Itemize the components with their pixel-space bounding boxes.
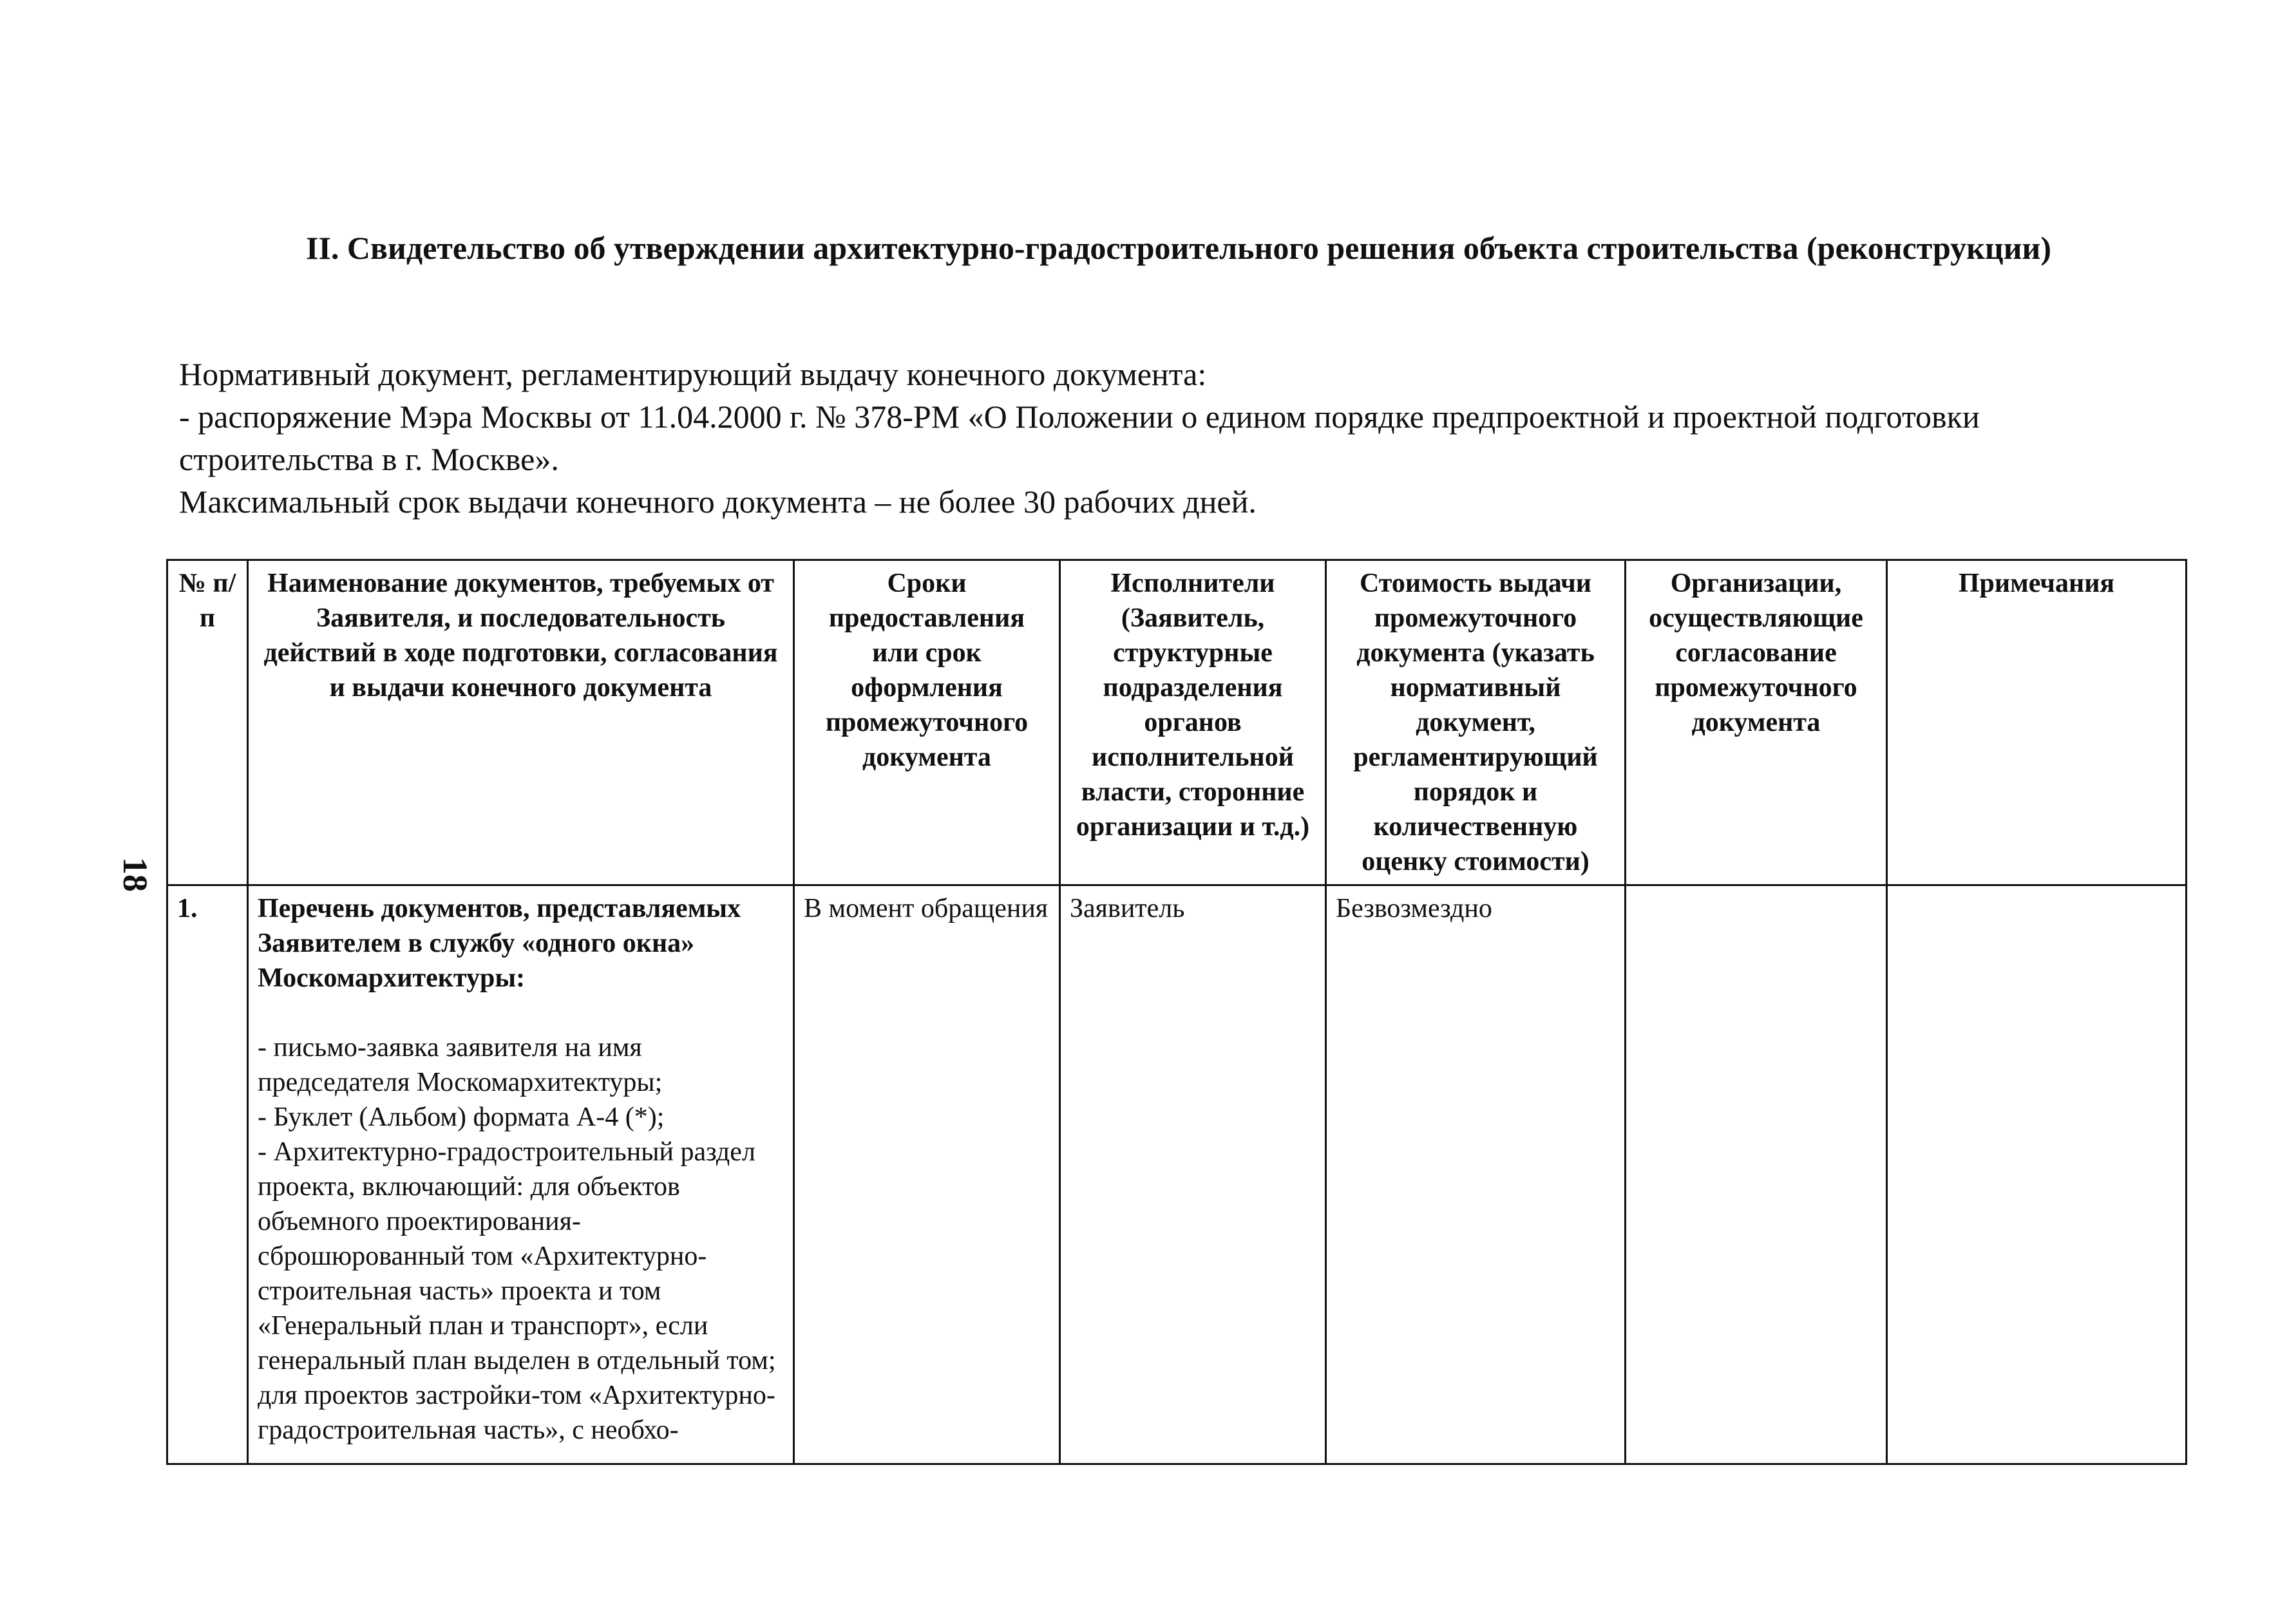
page-number: 18 — [116, 857, 155, 892]
intro-normative-reference: - распоряжение Мэра Москвы от 11.04.2000 г. № 378-РМ «О Положении о едином порядке предпроектной и проектной подготовки строительства в г. Москве». — [179, 399, 1980, 477]
header-terms: Сроки предоставления или срок оформления промежуточного документа — [794, 560, 1060, 885]
table-row — [167, 885, 2187, 1464]
section-title: II. Свидетельство об утверждении архитектурно-градостроительного решения объекта строительства (реконструкции) — [306, 230, 2051, 266]
row-documents-cell — [248, 885, 794, 1464]
row-organizations — [1626, 885, 1887, 1464]
row-term: В момент обращения — [794, 885, 1060, 1464]
header-number: № п/п — [167, 560, 248, 885]
documents-heading: Перечень документов, представляемых Заявителем в службу «одного окна» Москомархитектуры: — [258, 894, 741, 993]
spacer — [258, 996, 784, 1030]
intro-normative-label: Нормативный документ, регламентирующий выдачу конечного документа: — [179, 356, 1207, 392]
header-organizations: Организации, осуществляющие согласование промежуточного документа — [1626, 560, 1887, 885]
header-cost: Стоимость выдачи промежуточного документа (указать нормативный документ, регламентирующий порядок и количественную оценку стоимости) — [1326, 560, 1626, 885]
table-header-row — [167, 560, 2187, 885]
intro-max-term: Максимальный срок выдачи конечного документа – не более 30 рабочих дней. — [179, 484, 1257, 520]
intro-block — [179, 353, 2163, 523]
header-documents: Наименование документов, требуемых от Заявителя, и последовательность действий в ходе подготовки, согласования и выдачи конечного документа — [248, 560, 794, 885]
row-executor: Заявитель — [1060, 885, 1326, 1464]
header-notes: Примечания — [1887, 560, 2187, 885]
row-notes — [1887, 885, 2187, 1464]
procedure-table — [166, 559, 2187, 1465]
row-number: 1. — [167, 885, 248, 1464]
document-item: - Архитектурно-градостроительный раздел проекта, включающий: для объектов объемного проектирования-сброшюрованный том «Архитектурно-строительная часть» проекта и том «Генеральный план и транспорт», если генеральный план выделен в отдельный том; для проектов застройки-том «Архитектурно-градостроительная часть», с необхо- — [258, 1137, 776, 1445]
header-executors: Исполнители (Заявитель, структурные подразделения органов исполнительной власти, сторонние организации и т.д.) — [1060, 560, 1326, 885]
row-cost: Безвозмездно — [1326, 885, 1626, 1464]
document-item: - Буклет (Альбом) формата А-4 (*); — [258, 1102, 665, 1132]
document-item: - письмо-заявка заявителя на имя председателя Москомархитектуры; — [258, 1033, 663, 1097]
